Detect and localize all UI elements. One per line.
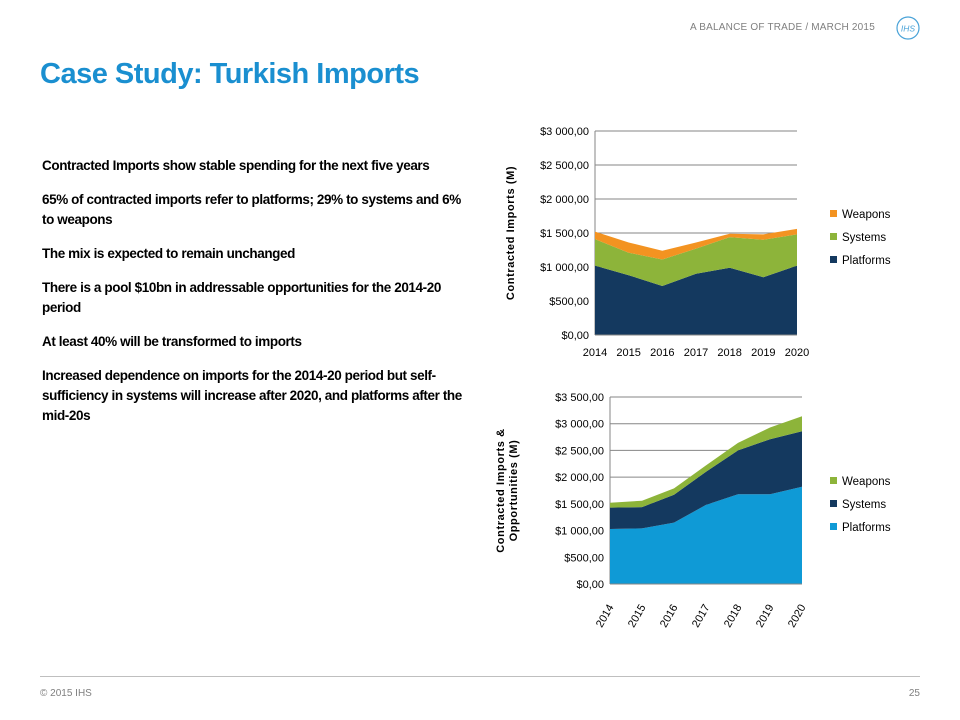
page-number: 25 (908, 688, 920, 699)
y-axis-title: Opportunities (M) (508, 439, 520, 542)
header-report-title: A BALANCE OF TRADE / MARCH 2015 (690, 22, 875, 33)
x-tick-label: 2015 (625, 602, 649, 630)
y-tick-label: $1 000,00 (555, 525, 604, 538)
bullet-list (42, 156, 467, 440)
y-tick-label: $1 000,00 (540, 262, 589, 274)
legend-label: Weapons (842, 209, 891, 221)
ihs-logo (896, 16, 920, 40)
x-tick-label: 2020 (785, 602, 809, 630)
y-tick-label: $1 500,00 (555, 498, 604, 511)
legend-swatch (830, 500, 837, 507)
y-tick-label: $1 500,00 (540, 228, 589, 240)
bullet-item: There is a pool $10bn in addressable opportunities for the 2014-20 period (42, 280, 441, 315)
x-tick-label: 2019 (753, 602, 777, 630)
footer-copyright: © 2015 IHS (40, 688, 92, 699)
x-tick-label: 2018 (717, 347, 742, 359)
page-title: Case Study: Turkish Imports (40, 58, 420, 90)
y-tick-label: $500,00 (564, 552, 604, 565)
legend-swatch (830, 477, 837, 484)
legend-swatch (830, 256, 837, 263)
x-tick-label: 2017 (683, 347, 709, 359)
x-tick-label: 2019 (751, 347, 776, 359)
x-tick-label: 2014 (582, 347, 608, 359)
legend-label: Platforms (842, 255, 891, 267)
y-tick-label: $2 000,00 (555, 472, 604, 485)
y-tick-label: $3 000,00 (540, 126, 589, 138)
bullet-item: 65% of contracted imports refer to platforms; 29% to systems and 6% to weapons (42, 192, 461, 227)
bullet-item: Contracted Imports show stable spending for the next five years (42, 158, 430, 173)
footer-divider (40, 676, 920, 677)
contracted-imports-chart (480, 118, 940, 368)
y-tick-label: $500,00 (549, 296, 589, 308)
x-tick-label: 2017 (689, 602, 713, 630)
legend-swatch (830, 233, 837, 240)
legend-label: Systems (842, 232, 887, 244)
x-tick-label: 2016 (657, 602, 681, 630)
legend-label: Weapons (842, 476, 891, 488)
y-tick-label: $2 500,00 (540, 160, 589, 172)
y-axis-title: Contracted Imports & (495, 428, 507, 553)
y-tick-label: $3 000,00 (555, 418, 604, 431)
x-tick-label: 2016 (650, 347, 675, 359)
legend-label: Platforms (842, 522, 891, 534)
y-axis-title: Contracted Imports (M) (505, 165, 517, 301)
legend-label: Systems (842, 499, 887, 511)
x-tick-label: 2015 (616, 347, 641, 359)
x-tick-label: 2018 (721, 602, 745, 630)
y-tick-label: $2 000,00 (540, 194, 589, 206)
y-tick-label: $2 500,00 (555, 445, 604, 458)
legend-swatch (830, 523, 837, 530)
x-tick-label: 2020 (784, 347, 810, 359)
bullet-item: The mix is expected to remain unchanged (42, 246, 295, 261)
imports-opportunities-chart (480, 385, 940, 635)
y-tick-label: $0,00 (561, 330, 589, 342)
y-tick-label: $3 500,00 (555, 392, 604, 404)
legend-swatch (830, 210, 837, 217)
bullet-item: Increased dependence on imports for the 2014-20 period but self-sufficiency in systems will increase after 2020, and platforms after the mid-20s (42, 368, 462, 423)
logo-text: IHS (900, 23, 916, 34)
x-tick-label: 2014 (593, 602, 617, 630)
bullet-item: At least 40% will be transformed to imports (42, 334, 302, 349)
y-tick-label: $0,00 (576, 579, 604, 591)
